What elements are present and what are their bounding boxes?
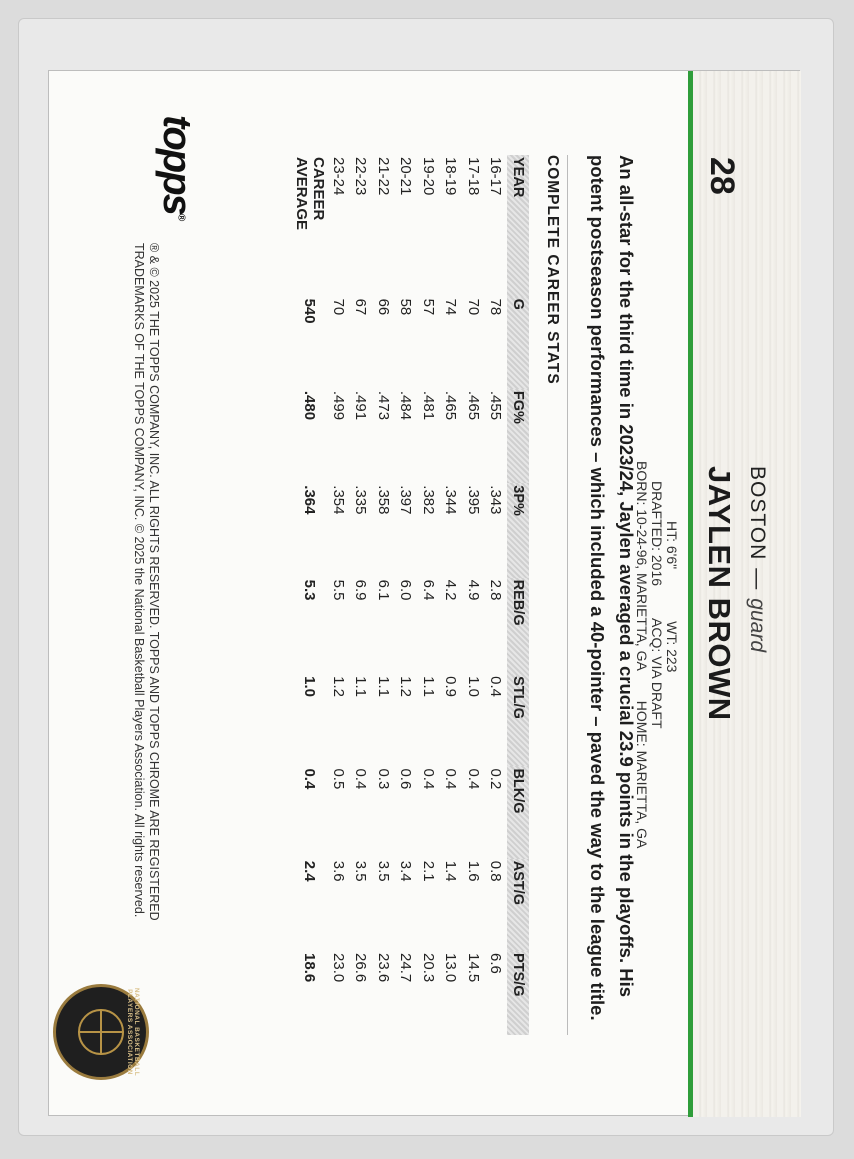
cell-blk: 0.2 bbox=[487, 768, 505, 790]
cell-3p-pct: .382 bbox=[419, 485, 437, 515]
team-name: BOSTON bbox=[746, 466, 769, 561]
team-position-line bbox=[745, 466, 769, 652]
cell-career-reb: 5.3 bbox=[301, 579, 319, 601]
cell-3p-pct: .354 bbox=[329, 485, 347, 515]
cell-3p-pct: .397 bbox=[397, 485, 415, 515]
player-name: JAYLEN BROWN bbox=[702, 466, 737, 721]
cell-stl: 1.2 bbox=[329, 676, 347, 698]
rotated-card-content bbox=[49, 71, 801, 1117]
cell-year: 21-22 bbox=[374, 157, 392, 196]
cell-ast: 1.6 bbox=[464, 860, 482, 882]
cell-games: 58 bbox=[397, 298, 415, 316]
cell-fg-pct: .455 bbox=[487, 390, 505, 421]
cell-blk: 0.4 bbox=[419, 768, 437, 790]
basketball-icon bbox=[78, 1009, 124, 1055]
cell-pts: 26.6 bbox=[352, 953, 370, 983]
cell-pts: 6.6 bbox=[487, 953, 505, 974]
cell-reb: 6.4 bbox=[419, 579, 437, 601]
cell-ast: 0.8 bbox=[487, 860, 505, 882]
cell-reb: 2.8 bbox=[487, 579, 505, 601]
team-separator: — bbox=[746, 568, 769, 591]
nbpa-seal-icon bbox=[53, 984, 149, 1080]
blurb-line-2: potent postseason performances – which included a 40-pointer – paved the way to the league title. bbox=[587, 155, 608, 1021]
header-reb: REB/G bbox=[507, 578, 529, 674]
card-number: 28 bbox=[703, 157, 741, 195]
cell-stl: 1.2 bbox=[397, 676, 415, 698]
legal-copyright bbox=[131, 243, 161, 1003]
cell-year: 19-20 bbox=[419, 157, 437, 196]
cell-reb: 6.9 bbox=[352, 579, 370, 601]
cell-fg-pct: .481 bbox=[419, 390, 437, 421]
cell-reb: 4.2 bbox=[442, 579, 460, 601]
bio-drafted: DRAFTED: 2016 bbox=[649, 481, 665, 587]
header-pts: PTS/G bbox=[507, 951, 529, 1035]
cell-stl: 1.1 bbox=[352, 676, 370, 698]
cell-games: 70 bbox=[464, 298, 482, 316]
trading-card-back bbox=[48, 70, 800, 1116]
cell-blk: 0.4 bbox=[464, 768, 482, 790]
cell-fg-pct: .499 bbox=[329, 390, 347, 421]
cell-ast: 3.4 bbox=[397, 860, 415, 882]
cell-stl: 1.1 bbox=[419, 676, 437, 698]
stats-header-row bbox=[507, 155, 529, 1035]
topps-logo-mark: ® bbox=[175, 213, 187, 222]
bio-home: HOME: MARIETTA, GA bbox=[634, 700, 650, 849]
cell-year: 23-24 bbox=[329, 157, 347, 196]
cell-stl: 1.0 bbox=[464, 676, 482, 698]
cell-career-3p-pct: .364 bbox=[301, 485, 319, 515]
header-3p-pct: 3P% bbox=[507, 483, 529, 577]
stats-row bbox=[462, 155, 485, 1035]
bio-born: BORN: 10-24-96, MARIETTA, GA bbox=[634, 461, 650, 671]
topps-logo-text: topps bbox=[155, 115, 199, 214]
cell-blk: 0.6 bbox=[397, 768, 415, 790]
cell-stl: 0.9 bbox=[442, 676, 460, 698]
cell-pts: 14.5 bbox=[464, 953, 482, 983]
cell-career-fg-pct: .480 bbox=[301, 390, 319, 421]
cell-career-label: CAREER AVERAGE bbox=[293, 157, 327, 231]
cell-3p-pct: .335 bbox=[352, 485, 370, 515]
legal-line-2: TRADEMARKS OF THE TOPPS COMPANY, INC. © 2025 the National Basketball Players Association. All rights reserved. bbox=[132, 243, 146, 918]
cell-3p-pct: .395 bbox=[464, 485, 482, 515]
cell-fg-pct: .484 bbox=[397, 390, 415, 421]
stats-row bbox=[417, 155, 440, 1035]
stats-row bbox=[395, 155, 418, 1035]
green-accent-line bbox=[688, 71, 693, 1117]
career-stats-table bbox=[293, 155, 529, 1035]
cell-ast: 3.6 bbox=[329, 860, 347, 882]
cell-fg-pct: .473 bbox=[374, 390, 392, 421]
cell-fg-pct: .465 bbox=[464, 390, 482, 421]
cell-stl: 1.1 bbox=[374, 676, 392, 698]
cell-games: 70 bbox=[329, 298, 347, 316]
cell-stl: 0.4 bbox=[487, 676, 505, 698]
header-stl: STL/G bbox=[507, 674, 529, 766]
cell-year: 22-23 bbox=[352, 157, 370, 196]
cell-games: 74 bbox=[442, 298, 460, 316]
career-average-row bbox=[293, 155, 327, 1035]
bio-weight: WT: 223 bbox=[664, 621, 680, 673]
cell-blk: 0.4 bbox=[442, 768, 460, 790]
bio-height: HT: 6'6" bbox=[664, 521, 680, 570]
blurb-line-1: An all-star for the third time in 2023/24, Jaylen averaged a crucial 23.9 points in the playoffs. His bbox=[616, 155, 637, 998]
cell-career-stl: 1.0 bbox=[301, 676, 319, 698]
cell-year: 16-17 bbox=[487, 157, 505, 196]
cell-blk: 0.4 bbox=[352, 768, 370, 790]
cell-ast: 1.4 bbox=[442, 860, 460, 882]
cell-ast: 2.1 bbox=[419, 860, 437, 882]
cell-pts: 13.0 bbox=[442, 953, 460, 983]
cell-year: 17-18 bbox=[464, 157, 482, 196]
cell-blk: 0.5 bbox=[329, 768, 347, 790]
cell-fg-pct: .465 bbox=[442, 390, 460, 421]
cell-ast: 3.5 bbox=[374, 860, 392, 882]
cell-pts: 20.3 bbox=[419, 953, 437, 983]
bio-acquired: ACQ: VIA DRAFT bbox=[649, 618, 665, 729]
cell-games: 78 bbox=[487, 298, 505, 316]
header-year: YEAR bbox=[507, 155, 529, 297]
cell-career-blk: 0.4 bbox=[301, 768, 319, 790]
stats-row bbox=[350, 155, 373, 1035]
cell-blk: 0.3 bbox=[374, 768, 392, 790]
header-fg-pct: FG% bbox=[507, 389, 529, 483]
cell-reb: 5.5 bbox=[329, 579, 347, 601]
nbpa-seal-text: NATIONAL BASKETBALL PLAYERS ASSOCIATION bbox=[126, 987, 140, 1077]
stats-row bbox=[485, 155, 508, 1035]
cell-career-games: 540 bbox=[301, 298, 319, 324]
cell-reb: 6.0 bbox=[397, 579, 415, 601]
player-blurb bbox=[583, 155, 641, 1055]
stats-row bbox=[372, 155, 395, 1035]
player-position: guard bbox=[746, 598, 769, 653]
cell-pts: 23.0 bbox=[329, 953, 347, 983]
legal-line-1: ® & © 2025 THE TOPPS COMPANY, INC. ALL RIGHTS RESERVED. TOPPS AND TOPPS CHROME ARE REGISTERED bbox=[147, 243, 161, 921]
cell-career-ast: 2.4 bbox=[301, 860, 319, 882]
stats-row bbox=[327, 155, 350, 1035]
cell-3p-pct: .358 bbox=[374, 485, 392, 515]
cell-year: 20-21 bbox=[397, 157, 415, 196]
cell-games: 57 bbox=[419, 298, 437, 316]
cell-pts: 23.6 bbox=[374, 953, 392, 983]
cell-pts: 24.7 bbox=[397, 953, 415, 983]
cell-fg-pct: .491 bbox=[352, 390, 370, 421]
cell-reb: 6.1 bbox=[374, 579, 392, 601]
header-games: G bbox=[507, 297, 529, 389]
cell-games: 67 bbox=[352, 298, 370, 316]
cell-3p-pct: .344 bbox=[442, 485, 460, 515]
cell-career-pts: 18.6 bbox=[301, 953, 319, 983]
header-blk: BLK/G bbox=[507, 766, 529, 858]
cell-reb: 4.9 bbox=[464, 579, 482, 601]
stats-title: COMPLETE CAREER STATS bbox=[544, 155, 561, 385]
header-ast: AST/G bbox=[507, 859, 529, 951]
stats-divider bbox=[567, 155, 568, 1035]
stats-row bbox=[440, 155, 463, 1035]
cell-3p-pct: .343 bbox=[487, 485, 505, 515]
cell-games: 66 bbox=[374, 298, 392, 316]
cell-year: 18-19 bbox=[442, 157, 460, 196]
cell-ast: 3.5 bbox=[352, 860, 370, 882]
topps-logo bbox=[154, 115, 199, 221]
